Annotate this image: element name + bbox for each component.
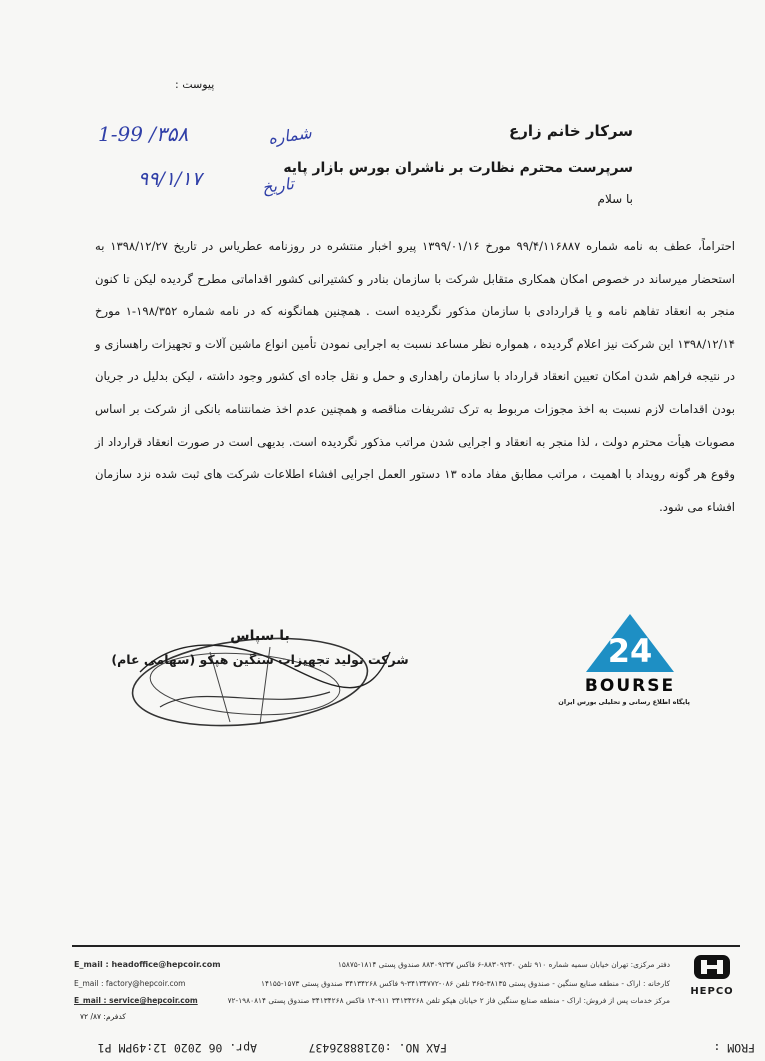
footer-office-address: دفتر مرکزی: تهران خیابان سمیه شماره ۹۱۰ تلفن ۸۸۳۰۹۲۳۰-۶ فاکس ۸۸۳۰۹۲۳۷ صندوق پستی ۱۸۱۴-۱۵۸۷۵	[337, 960, 670, 969]
signature-block	[110, 628, 410, 667]
footer-service-email: E_mail : service@hepcoir.com	[74, 996, 198, 1005]
signature-company: شرکت تولید تجهیزات سنگین هپکو (سهامی عام)	[111, 652, 409, 667]
handwritten-date-label: تاریخ	[260, 173, 296, 198]
footer-office	[74, 960, 670, 969]
attachment-label: پیوست :	[175, 78, 215, 91]
fax-number: FAX NO. :02188826437	[308, 1041, 447, 1055]
bourse-watermark	[558, 612, 690, 706]
footer-factory-address: کارخانه : اراک - منطقه صنایع سنگین - صندوق پستی ۳۸۱۳۵-۳۶۵ تلفن ۰۸۶-۳۴۱۳۴۷۷۲-۹ فاکس ۳۴۱۳۴۲۶۸ صندوق پستی ۱۵۷۳-۱۴۱۵۵	[260, 979, 670, 988]
hepco-wordmark: HEPCO	[690, 986, 734, 997]
footer-rule	[72, 945, 740, 947]
recipient-title: سرپرست محترم نظارت بر ناشران بورس بازار پایه	[283, 160, 633, 176]
letter-body: احتراماً، عطف به نامه شماره ۹۹/۴/۱۱۶۸۸۷ مورخ ۱۳۹۹/۰۱/۱۶ پیرو اخبار منتشره در روزنامه عطریاس در تاریخ ۱۳۹۸/۱۲/۲۷ به استحضار میرساند در خصوص امکان همکاری متقابل شرکت با سازمان بنادر و کشتیرانی کشور اقداماتی مطرح گردیده لیکن تا کنون منجر به انعقاد تفاهم نامه و یا قراردادی با سازمان مذکور نگردیده است . همچنین همانگونه که در نامه شماره ۱۹۸/۳۵۲-۱ مورخ ۱۳۹۸/۱۲/۱۴ این شرکت نیز اعلام گردیده ، همواره نظر مساعد نسبت به اجرایی نمودن تأمین انواع ماشین آلات و تجهیزات راهسازی و در نتیجه فراهم شدن امکان تعیین انعقاد قرارداد با سازمان راهداری و حمل و نقل جاده ای کشور وجود داشته ، لیکن بدلیل در جریان بودن اقدامات لازم نسبت به اخذ مجوزات مربوط به ترک تشریفات مناقصه و همچنین عدم اخذ ضمانتنامه بانکی از شرکت بر اساس مصوبات هیأت محترم دولت ، لذا منجر به انعقاد و اجرایی شدن مراتب مذکور نگردیده است. بدیهی است در صورت انعقاد قرارداد از وقوع هر گونه رویداد با اهمیت ، مراتب مطابق مفاد ماده ۱۳ دستور العمل اجرایی افشاء اطلاعات شرکت های ثبت شده نزد سازمان افشاء می شود.	[95, 239, 736, 514]
bourse-tagline: پایگاه اطلاع رسانی و تحلیلی بورس ایران	[558, 698, 690, 706]
svg-text:24: 24	[607, 632, 653, 670]
bourse-logo-icon	[584, 612, 676, 674]
fax-header	[0, 1036, 765, 1058]
salutation: سرکار خانم زارع	[508, 122, 633, 140]
fax-datetime: Apr. 06 2020 12:49PM P1	[97, 1041, 257, 1055]
handwritten-number: 1-99 /۳۵۸	[98, 122, 189, 146]
footer-factory-email: E_mail : factory@hepcoir.com	[74, 979, 186, 988]
hepco-logo	[682, 952, 742, 997]
hepco-emblem-icon	[692, 952, 732, 982]
handwritten-number-label: شماره	[266, 123, 313, 148]
footer-service-address: مرکز خدمات پس از فروش: اراک - منطقه صنایع سنگین فاز ۲ خیابان هپکو تلفن ۳۴۱۳۴۲۶۸ ۹۱۱-۱۴ فاکس ۳۴۱۳۴۲۶۸ صندوق پستی ۱۹۸۰۸۱۴-۷۲	[227, 996, 670, 1005]
bourse-brand: BOURSE	[584, 676, 676, 696]
handwritten-date: ۹۹/۱/۱۷	[138, 168, 202, 190]
fax-from: FROM :	[713, 1041, 755, 1055]
footer-service	[74, 996, 670, 1005]
greeting: با سلام	[597, 192, 633, 206]
form-code: کدفرم: ۸۷/ ۷۲	[80, 1012, 126, 1021]
footer-office-email: E_mail : headoffice@hepcoir.com	[74, 960, 221, 969]
signature-closing: با سپاس	[230, 628, 290, 644]
footer-factory	[74, 979, 670, 988]
